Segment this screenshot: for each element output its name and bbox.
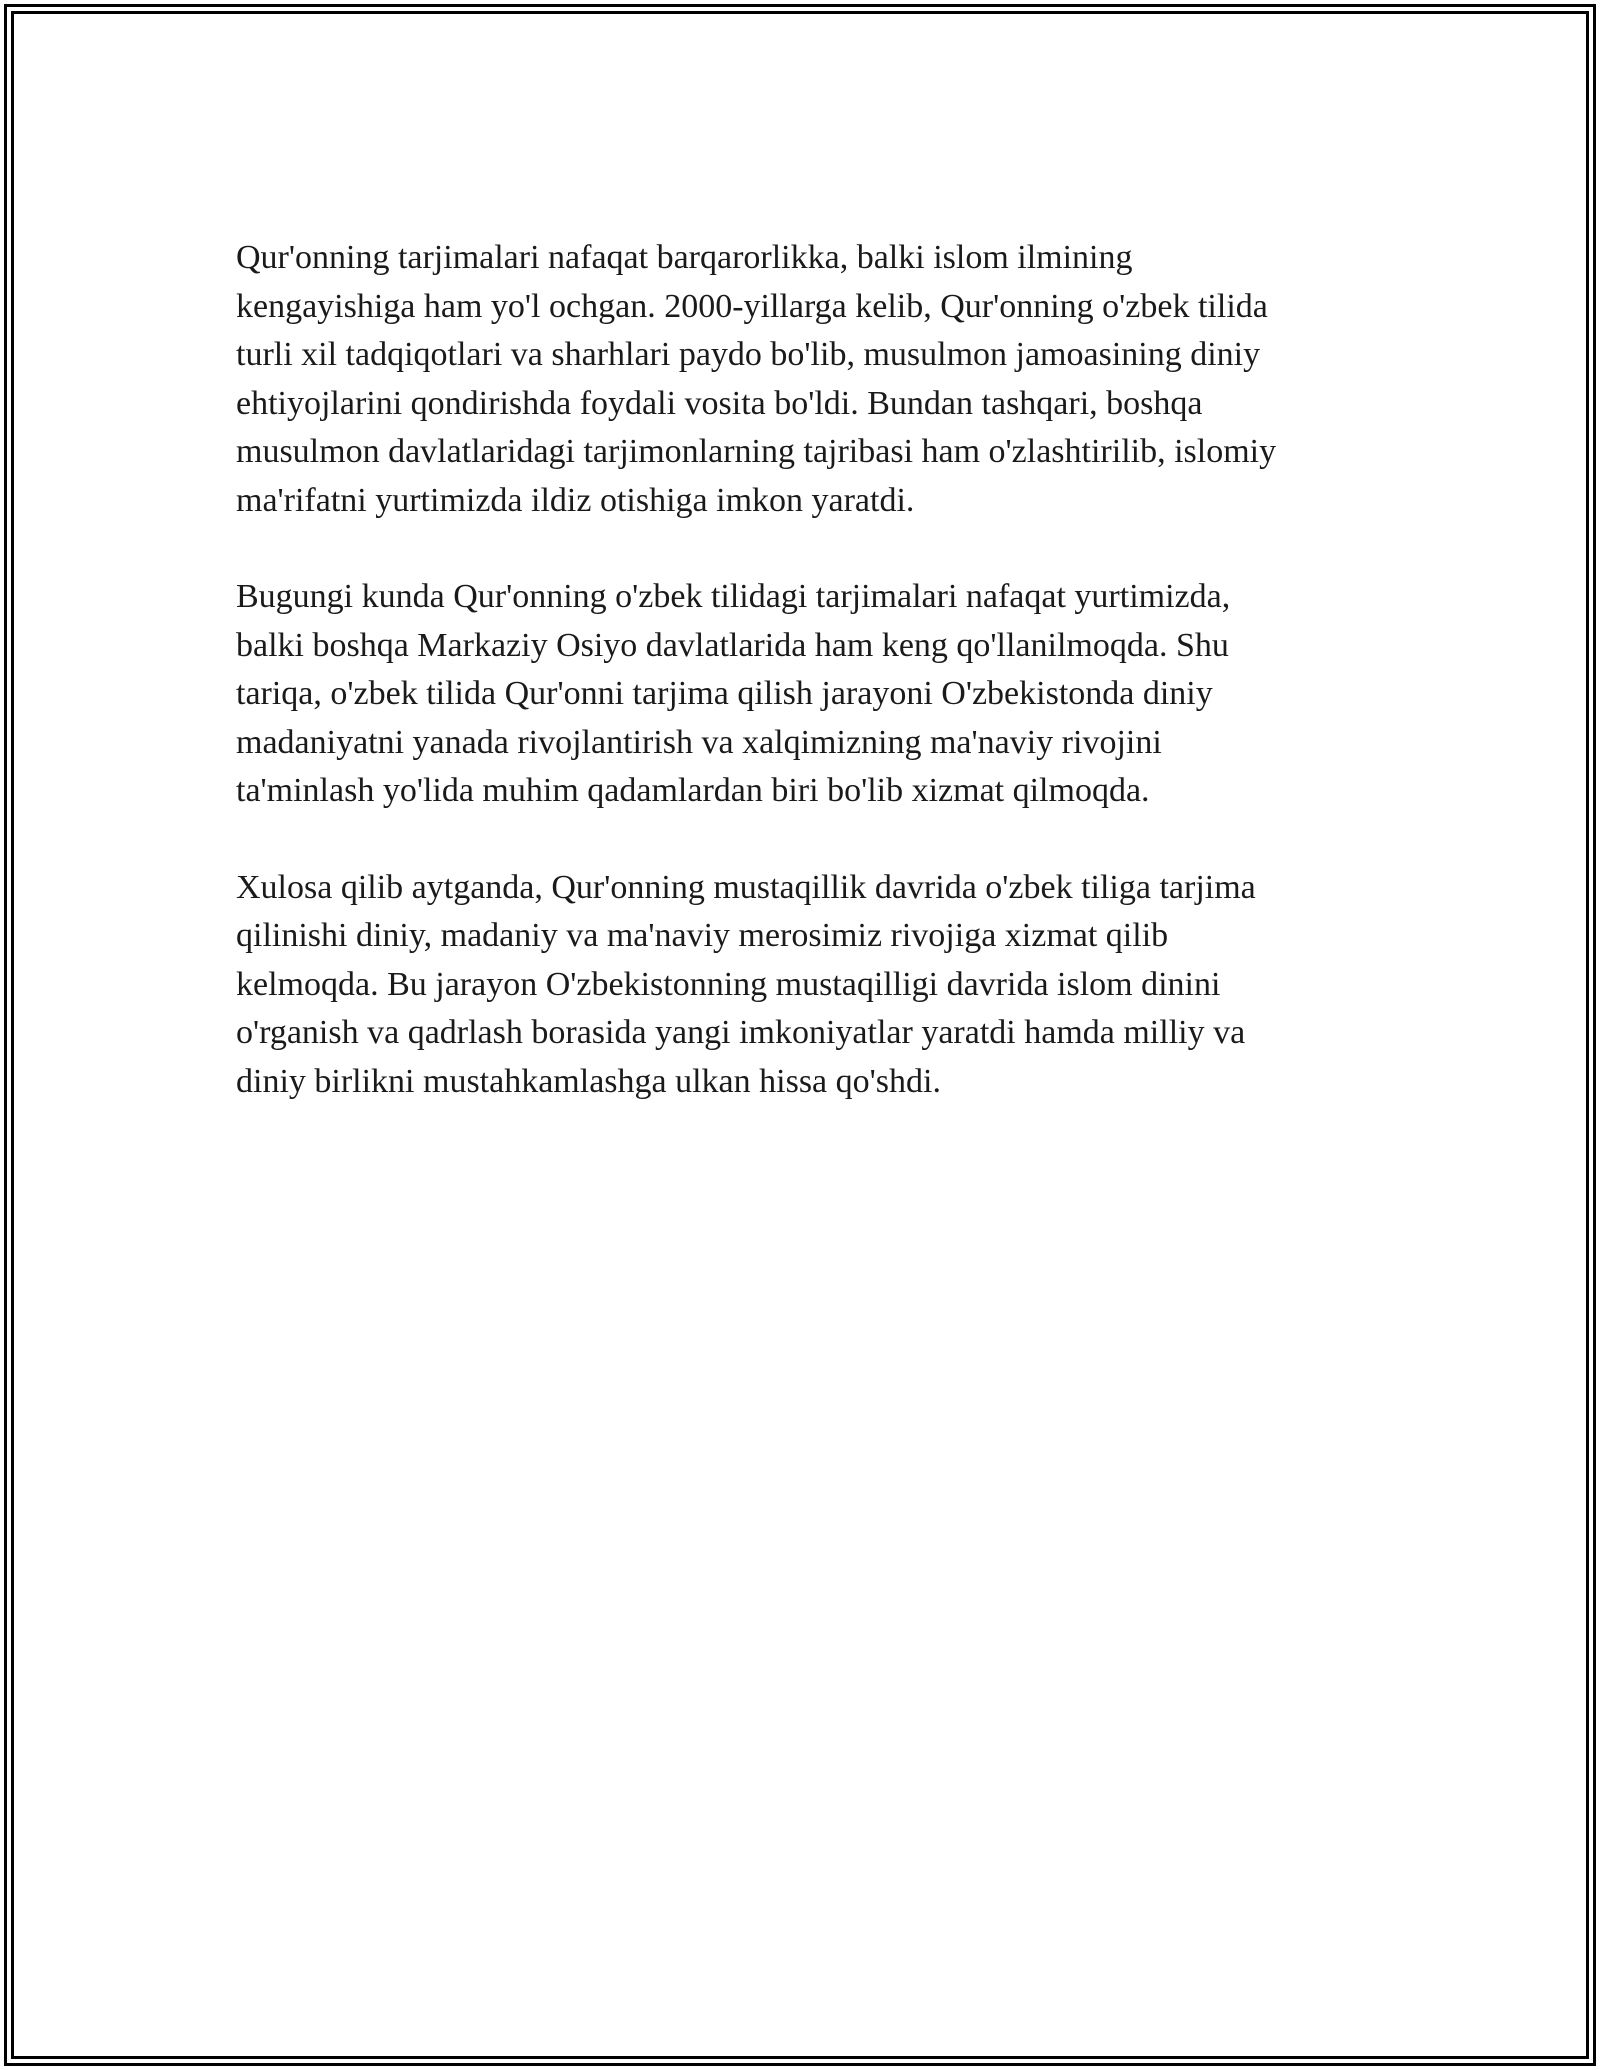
text-line: o'rganish va qadrlash borasida yangi imkoniyatlar yaratdi hamda milliy va: [236, 1014, 1246, 1051]
text-line: turli xil tadqiqotlari va sharhlari paydo bo'lib, musulmon jamoasining diniy: [236, 336, 1261, 373]
text-line: ma'rifatni yurtimizda ildiz otishiga imkon yaratdi.: [236, 481, 915, 519]
text-line: diniy birlikni mustahkamlashga ulkan hissa qo'shdi.: [236, 1062, 941, 1100]
paragraph-2: [236, 573, 1386, 816]
paragraph-3: [236, 864, 1386, 1107]
text-line: madaniyatni yanada rivojlantirish va xalqimizning ma'naviy rivojini: [236, 723, 1162, 761]
text-line: Xulosa qilib aytganda, Qur'onning mustaqillik davrida o'zbek tiliga tarjima: [236, 868, 1256, 906]
document-body: [236, 234, 1386, 1154]
text-line: Qur'onning tarjimalari nafaqat barqarorlikka, balki islom ilmining: [236, 239, 1133, 276]
text-line: tariqa, o'zbek tilida Qur'onni tarjima qilish jarayoni O'zbekistonda diniy: [236, 675, 1213, 712]
text-line: kelmoqda. Bu jarayon O'zbekistonning mustaqilligi davrida islom dinini: [236, 965, 1221, 1003]
text-line: musulmon davlatlaridagi tarjimonlarning tajribasi ham o'zlashtirilib, islomiy: [236, 433, 1277, 470]
text-line: Bugungi kunda Qur'onning o'zbek tilidagi tarjimalari nafaqat yurtimizda,: [236, 578, 1231, 615]
text-line: ehtiyojlarini qondirishda foydali vosita bo'ldi. Bundan tashqari, boshqa: [236, 384, 1203, 422]
text-line: ta'minlash yo'lida muhim qadamlardan biri bo'lib xizmat qilmoqda.: [236, 772, 1150, 809]
text-line: qilinishi diniy, madaniy va ma'naviy merosimiz rivojiga xizmat qilib: [236, 917, 1169, 954]
paragraph-1: [236, 234, 1386, 525]
text-line: balki boshqa Markaziy Osiyo davlatlarida ham keng qo'llanilmoqda. Shu: [236, 626, 1229, 664]
text-line: kengayishiga ham yo'l ochgan. 2000-yillarga kelib, Qur'onning o'zbek tilida: [236, 287, 1268, 325]
